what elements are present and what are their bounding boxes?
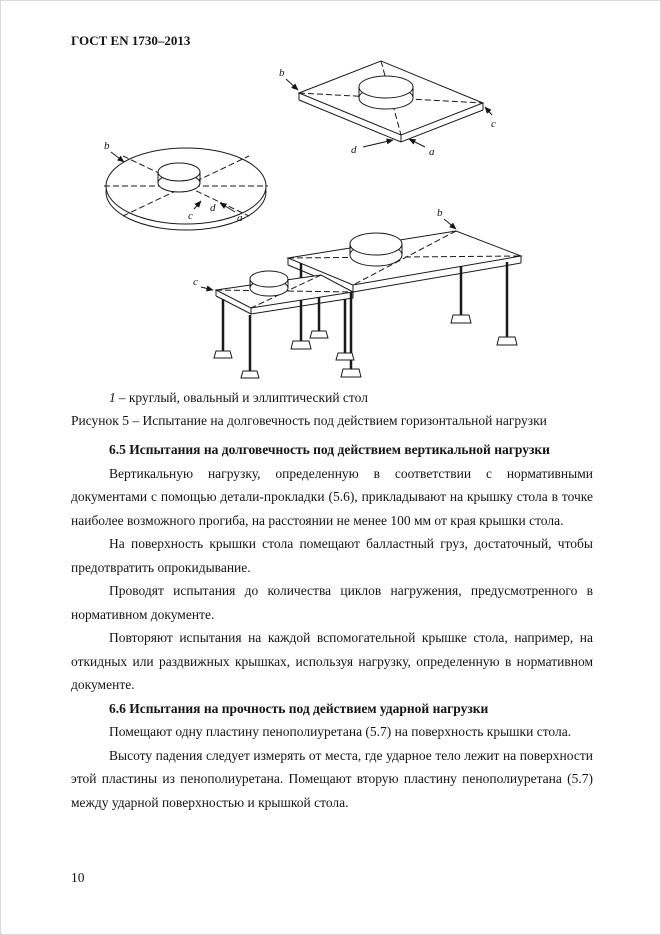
dimension-label-a: a <box>429 146 435 158</box>
load-arrow-c <box>201 287 213 290</box>
load-arrow-d <box>363 140 393 147</box>
dimension-label-c: c <box>491 118 496 130</box>
weight-cylinder <box>359 76 413 109</box>
dimension-label-c: c <box>193 276 198 288</box>
leg-foot <box>241 371 259 378</box>
weight-cylinder <box>158 163 200 192</box>
leg-foot <box>336 353 354 360</box>
rectangular-top-drawing <box>279 61 496 158</box>
dimension-label-b: b <box>104 140 110 152</box>
paragraph-foam-plate: Помещают одну пластину пенополиуретана (5.7) на поверхность крышки стола. <box>109 724 572 739</box>
weight-cylinder <box>250 271 288 296</box>
paragraph-cycles: Проводят испытания до количества циклов нагружения, предусмотренного в нормативном документе. <box>71 583 593 622</box>
figure-item-number: 1 <box>109 390 116 405</box>
figure-5-drawings <box>1 53 661 393</box>
section-6-5-heading: 6.5 Испытания на долговечность под действием вертикальной нагрузки <box>109 442 550 457</box>
tables-drawing <box>193 207 521 378</box>
figure-caption: Рисунок 5 – Испытание на долговечность под действием горизонтальной нагрузки <box>71 413 547 428</box>
document-header: ГОСТ EN 1730–2013 <box>71 33 191 48</box>
dimension-label-d: d <box>351 144 357 156</box>
paragraph-repeat-tests: Повторяют испытания на каждой вспомогательной крышке стола, например, на откидных или раздвижных крышках, используя нагрузку, определенную в нормативном документе. <box>71 630 593 692</box>
dimension-label-b: b <box>279 67 285 79</box>
leg-foot <box>310 331 328 338</box>
paragraph-drop-height: Высоту падения следует измерять от места, где ударное тело лежит на поверхности этой пластины из пенополиуретана. Помещают вторую пластину пенополиуретана (5.7) между ударной поверхностью и крышкой стола. <box>71 747 593 810</box>
weight-cylinder <box>350 233 402 266</box>
leg-foot <box>291 341 311 349</box>
section-6-6-heading: 6.6 Испытания на прочность под действием ударной нагрузки <box>109 700 489 716</box>
leg-foot <box>497 337 517 345</box>
dimension-label-d: d <box>210 202 216 214</box>
load-arrow-a <box>409 139 425 147</box>
small-table-front-legs <box>250 299 345 371</box>
load-arrow-c <box>485 107 492 115</box>
leg-foot <box>214 351 232 358</box>
figure-item-text: – круглый, овальный и эллиптический стол <box>118 390 368 405</box>
load-arrow-b <box>111 152 124 162</box>
dimension-label-b: b <box>437 207 443 219</box>
document-body <box>71 438 593 814</box>
round-top-drawing <box>104 140 268 230</box>
dimension-label-c: c <box>188 210 193 222</box>
load-arrow-b <box>444 219 456 229</box>
figure-item-caption <box>109 390 368 406</box>
page-number: 10 <box>71 870 85 885</box>
dimension-label-a: a <box>237 212 243 224</box>
leg-foot <box>451 315 471 323</box>
paragraph-vertical-load: Вертикальную нагрузку, определенную в соответствии с нормативными документами с помощью детали-прокладки (5.6), прикладывают на крышку стола в точке наиболее возможного прогиба, на расстоянии не менее 100 мм от края крышки стола. <box>71 465 593 528</box>
load-arrow-b <box>286 79 298 90</box>
leg-foot <box>341 369 361 377</box>
paragraph-ballast: На поверхность крышки стола помещают балластный груз, достаточный, чтобы предотвратить опрокидывание. <box>71 536 593 575</box>
